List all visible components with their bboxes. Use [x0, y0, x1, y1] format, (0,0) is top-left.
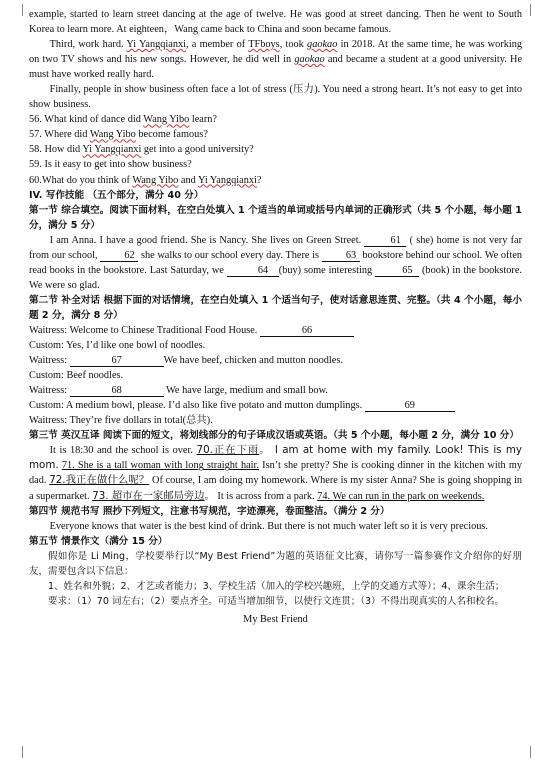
question-60: 60.What do you think of Wang Yibo and Yi Yangqianxi?: [29, 174, 262, 186]
blank-69[interactable]: 69: [365, 400, 455, 412]
question-list: [29, 112, 522, 187]
question-58: 58. How did Yi Yangqianxi get into a good university?: [29, 144, 254, 156]
reading-paragraph-2: Third, work hard. Yi Yangqianxi, a member of TFboys, took gaokao in 2018. At the same time, he was working on two TV shows and his new songs. However, he did well in gaokao and became a student at a good university. He must have worked really hard.: [29, 39, 523, 81]
part-5-heading: 第五节 情景作文（满分 15 分）: [29, 535, 168, 547]
page-content: [29, 7, 522, 627]
crop-mark-bottom-left: [10, 746, 23, 758]
blank-64[interactable]: 64: [227, 265, 279, 277]
dialogue-line-5: Waitress: 68 We have large, medium and small bow.: [29, 385, 328, 397]
crop-mark-top-right: [530, 4, 543, 16]
part-4-heading: 第四节 规范书写 照抄下列短文，注意书写规范，字迹漂亮，卷面整洁。（满分 2 分）: [29, 505, 390, 517]
reading-paragraph-1: example, started to learn street dancing at the age of twelve. He was good at street dancing. Then he went to South Korea to learn more. At eighteen，Wang came back to China and soon became famous.: [29, 9, 522, 36]
crop-mark-top-left: [10, 4, 23, 16]
part-3-heading: 第三节 英汉互译 阅读下面的短文，将划线部分的句子译成汉语或英语。（共 5 个小题，每小题 2 分，满分 10 分）: [29, 430, 519, 442]
blank-63[interactable]: 63: [322, 250, 360, 262]
blank-66[interactable]: 66: [260, 325, 354, 337]
section-4-heading: IV. 写作技能 （五个部分，满分 40 分）: [29, 189, 204, 201]
dialogue-line-7: Waitress: They’re five dollars in total(总共).: [29, 414, 213, 427]
sentence-70: 70.正在下雨: [196, 444, 260, 457]
reading-paragraph-3: Finally, people in show business often face a lot of stress (压力). You need a strong heart. It’s not easy to get into show business.: [29, 83, 523, 111]
question-56: 56. What kind of dance did Wang Yibo learn?: [29, 114, 218, 126]
blank-65[interactable]: 65: [375, 265, 419, 277]
sentence-74: 74. We can run in the park on weekends.: [317, 490, 485, 502]
dialogue: [29, 323, 522, 428]
dialogue-line-4: Custom: Beef noodles.: [29, 370, 124, 382]
essay-title: My Best Friend: [243, 613, 308, 625]
part-5-prompt: 假如你是 Li Ming，学校要举行以“My Best Friend”为题的英语征文比赛，请你写一篇参赛作文介绍你的好朋友，需要包含以下信息：: [29, 550, 522, 577]
question-59: 59. Is it easy to get into show business?: [29, 159, 192, 171]
blank-61[interactable]: 61: [364, 235, 406, 247]
dialogue-line-1: Waitress: Welcome to Chinese Traditional Food House. 66: [29, 323, 522, 338]
dialogue-line-2: Custom: Yes, I’d like one bowl of noodles.: [29, 340, 206, 352]
part-1-passage: I am Anna. I have a good friend. She is Nancy. She lives on Green Street. 61 ( she) home is not very far from our school, 62 she walks to our school every day. There is 63 bookstore behind our school. We often read books in the bookstore. Last Saturday, we 64 (buy) some interesting 65 (book) in the bookstore. We were so glad.: [29, 234, 523, 291]
part-2-heading: 第二节 补全对话 根据下面的对话情境，在空白处填入 1 个适当句子，使对话意思连贯、完整。（共 4 个小题，每小题 2 分，满分 8 分）: [29, 294, 522, 321]
question-57: 57. Where did Wang Yibo become famous?: [29, 129, 208, 141]
dialogue-line-3: Waitress: 67 We have beef, chicken and mutton noodles.: [29, 355, 343, 367]
part-1-heading: 第一节 综合填空。阅读下面材料，在空白处填入 1 个适当的单词或括号内单词的正确形式（共 5 个小题，每小题 1 分，满分 5 分）: [29, 204, 522, 231]
part-5-rules: 要求：（1）70 词左右；（2）要点齐全。可适当增加细节，以使行文连贯；（3）不得出现真实的人名和校名。: [48, 595, 504, 607]
sentence-71: 71. She is a tall woman with long straight hair.: [61, 460, 259, 472]
part-4-copy-text: Everyone knows that water is the best kind of drink. But there is not much water left so it is very precious.: [49, 520, 488, 532]
blank-67[interactable]: 67: [70, 355, 164, 367]
sentence-73: 73. 超市在一家邮局旁边: [92, 489, 205, 502]
dialogue-line-6: Custom: A medium bowl, please. I’d also like five potato and mutton dumplings. 69: [29, 398, 522, 413]
blank-62[interactable]: 62: [100, 250, 138, 262]
name-yi-yangqianxi: Yi Yangqianxi: [126, 39, 186, 51]
part-5-requirements-list: 1、姓名和外貌；2、才艺或者能力；3、学校生活（加入的学校兴趣班，上学的交通方式等）；4、课余生活；: [48, 580, 505, 592]
blank-68[interactable]: 68: [70, 385, 164, 397]
part-3-passage: It is 18:30 and the school is over. 70.正在下雨。 I am at home with my family. Look! This is my mom. 71. She is a tall woman with long straight hair. Isn’t she pretty? She is cooking dinner in the kitchen with my dad. 72.我正在做什么呢？ Of course, I am doing my homework. Where is my sister Anna? She is going shopping in a supermarket. 73. 超市在一家邮局旁边。 It is across from a park. 74. We can run in the park on weekends.: [29, 444, 523, 502]
sentence-72: 72.我正在做什么呢？: [49, 474, 150, 487]
crop-mark-bottom-right: [530, 746, 543, 758]
